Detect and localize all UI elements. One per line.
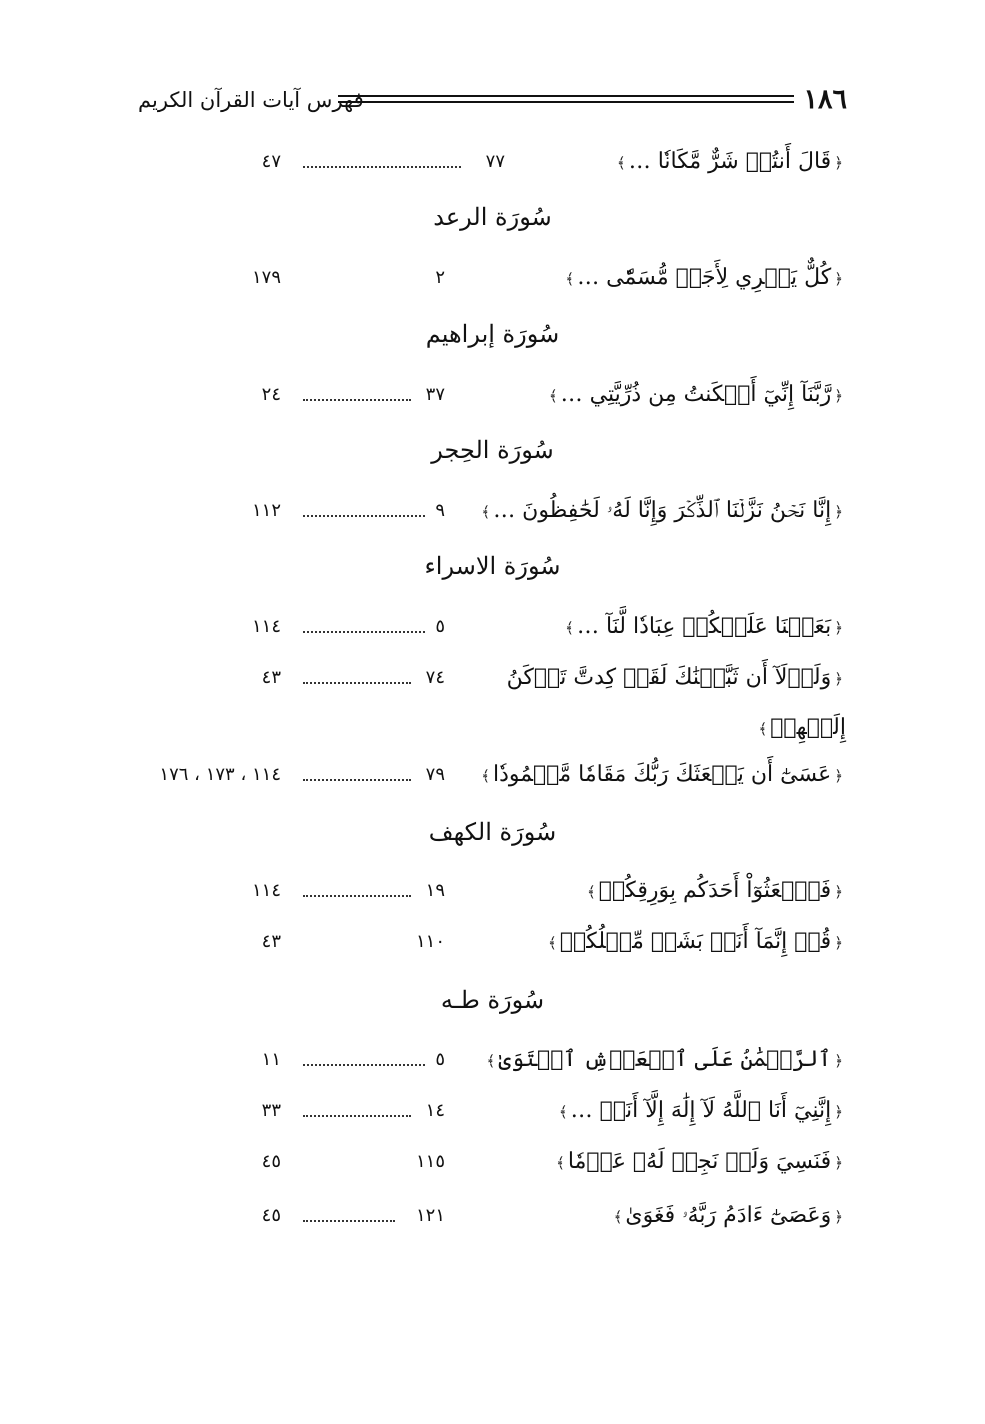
ayah-number: ١٩ xyxy=(425,880,445,901)
header-rule-top xyxy=(338,95,794,97)
ornament-bracket: ﴾ xyxy=(481,503,491,521)
page-refs: ١١٤ xyxy=(251,616,281,637)
page-number: ١٨٦ xyxy=(803,84,847,115)
verse-text: ﴿فَنَسِيَ وَلَمۡ نَجِدۡ لَهُۥ عَزۡمٗا﴾ xyxy=(553,1140,846,1185)
ornament-bracket: ﴾ xyxy=(481,767,490,785)
verse-text: ﴿فَٱبۡعَثُوٓاْ أَحَدَكُم بِوَرِقِكُمۡ﴾ xyxy=(584,869,846,914)
ayah-number: ٧٧ xyxy=(485,151,505,172)
verse-row xyxy=(0,256,985,300)
surah-heading: سُورَة الحِجر xyxy=(431,436,554,464)
header-rule-bottom xyxy=(338,101,794,103)
verse-row xyxy=(0,1038,985,1082)
ornament-bracket: ﴿ xyxy=(834,270,843,288)
ornament-bracket: ﴾ xyxy=(758,720,768,738)
verse-row xyxy=(0,869,985,913)
verse-text: ﴿كُلٌّ يَجۡرِي لِأَجَلٖ مُّسَمّٗى …﴾ xyxy=(562,256,846,301)
page-refs: ٤٥ xyxy=(261,1151,281,1172)
page-refs: ١٧٩ xyxy=(251,267,281,288)
verse-continuation: إِلَيۡهِمۡ﴾ xyxy=(755,706,846,751)
verse-row xyxy=(0,753,985,797)
surah-heading: سُورَة الرعد xyxy=(433,203,552,231)
ornament-bracket: ﴿ xyxy=(834,1208,843,1226)
ornament-bracket: ﴿ xyxy=(834,1052,843,1070)
ornament-bracket: ﴿ xyxy=(834,934,843,952)
verse-text: ﴿بَعَثۡنَا عَلَيۡكُمۡ عِبَادٗا لَّنَآ …﴾ xyxy=(562,605,846,650)
leader-dots xyxy=(303,1115,411,1117)
ornament-bracket: ﴾ xyxy=(613,1208,623,1226)
verse-text: ﴿ٱلرَّحۡمَٰنُ عَلَى ٱلۡعَرۡشِ ٱسۡتَوَىٰ﴾ xyxy=(484,1038,846,1083)
surah-heading: سُورَة الكهف xyxy=(428,818,557,846)
verse-text: ﴿عَسَىٰٓ أَن يَبۡعَثَكَ رَبُّكَ مَقَامٗا مَّحۡمُودٗا﴾ xyxy=(478,753,846,798)
page-refs: ٤٥ xyxy=(261,1205,281,1226)
verse-text: ﴿إِنَّنِيٓ أَنَا ٱللَّهُ لَآ إِلَٰهَ إِلَّآ أَنَا۠ …﴾ xyxy=(556,1089,846,1134)
ayah-number: ٣٧ xyxy=(425,384,445,405)
ornament-bracket: ﴿ xyxy=(834,883,843,901)
verse-text: ﴿وَلَوۡلَآ أَن ثَبَّتۡنَٰكَ لَقَدۡ كِدتَّ تَرۡكَنُ xyxy=(507,656,846,701)
ornament-bracket: ﴾ xyxy=(486,1052,496,1070)
page-refs: ١١٤ xyxy=(251,880,281,901)
leader-dots xyxy=(303,779,411,781)
verse-row xyxy=(0,1140,985,1184)
verse-row xyxy=(0,373,985,417)
running-title: فهرس آيات القرآن الكريم xyxy=(138,88,364,112)
ayah-number: ٥ xyxy=(435,1049,445,1070)
page-refs: ٤٣ xyxy=(261,931,281,952)
verse-text: ﴿رَّبَّنَآ إِنِّيٓ أَسۡكَنتُ مِن ذُرِّيَّتِي …﴾ xyxy=(546,373,846,418)
leader-dots xyxy=(303,515,425,517)
verse-row xyxy=(0,656,985,700)
ornament-bracket: ﴾ xyxy=(587,883,596,901)
ornament-bracket: ﴿ xyxy=(834,1154,843,1172)
leader-dots xyxy=(303,1220,395,1222)
verse-row xyxy=(0,1194,985,1238)
ornament-bracket: ﴿ xyxy=(834,619,843,637)
ayah-number: ١١٥ xyxy=(415,1151,445,1172)
ayah-number: ٢ xyxy=(435,267,445,288)
page-refs: ٣٣ xyxy=(261,1100,281,1121)
verse-text: ﴿قُلۡ إِنَّمَآ أَنَا۠ بَشَرٞ مِّثۡلُكُمۡ﴾ xyxy=(545,920,846,965)
page-refs: ١١٢ xyxy=(251,500,281,521)
ayah-number: ٥ xyxy=(435,616,445,637)
surah-heading: سُورَة إبراهيم xyxy=(425,320,560,348)
ornament-open: ﴿ xyxy=(834,154,843,172)
ornament-bracket: ﴾ xyxy=(556,1154,565,1172)
page-refs: ١١ xyxy=(261,1049,281,1070)
ornament-bracket: ﴾ xyxy=(548,387,558,405)
leader-dots xyxy=(303,682,411,684)
verse-row xyxy=(0,140,985,184)
ayah-number: ٧٩ xyxy=(425,764,445,785)
verse-text: ﴿وَعَصَىٰٓ ءَادَمُ رَبَّهُۥ فَغَوَىٰ﴾ xyxy=(611,1194,846,1239)
verse-row xyxy=(0,1089,985,1133)
ayah-number: ٧٤ xyxy=(425,667,445,688)
ornament-bracket: ﴿ xyxy=(834,387,843,405)
surah-heading: سُورَة الاسراء xyxy=(424,552,561,580)
page-refs: ١١٤ ، ١٧٣ ، ١٧٦ xyxy=(159,764,281,785)
leader-dots xyxy=(303,166,461,168)
verse-text: ﴿قَالَ أَنتُمۡ شَرٌّ مَّكَانٗا …﴾ xyxy=(614,140,846,185)
leader-dots xyxy=(303,631,425,633)
ayah-number: ٩ xyxy=(435,500,445,521)
leader-dots xyxy=(303,399,411,401)
ayah-number: ١١٠ xyxy=(415,931,445,952)
verse-row xyxy=(0,489,985,533)
leader-dots xyxy=(303,895,411,897)
ornament-bracket: ﴾ xyxy=(565,619,574,637)
ornament-bracket: ﴾ xyxy=(558,1103,568,1121)
ornament-bracket: ﴿ xyxy=(834,670,843,688)
verse-text: ﴿إِنَّا نَحۡنُ نَزَّلۡنَا ٱلذِّكۡرَ وَإِنَّا لَهُۥ لَحَٰفِظُونَ …﴾ xyxy=(478,489,846,534)
ornament-bracket: ﴿ xyxy=(834,503,843,521)
ornament-bracket: ﴾ xyxy=(548,934,557,952)
page-refs: ٤٣ xyxy=(261,667,281,688)
ayah-number: ١٢١ xyxy=(415,1205,445,1226)
page-refs: ٢٤ xyxy=(261,384,281,405)
ornament-bracket: ﴿ xyxy=(834,1103,843,1121)
surah-heading: سُورَة طـه xyxy=(440,986,545,1014)
verse-row xyxy=(0,605,985,649)
verse-row xyxy=(0,920,985,964)
ayah-number: ١٤ xyxy=(425,1100,445,1121)
ornament-bracket: ﴿ xyxy=(834,767,843,785)
page-refs: ٤٧ xyxy=(261,151,281,172)
ornament-bracket: ﴾ xyxy=(565,270,575,288)
leader-dots xyxy=(303,1064,425,1066)
ornament-close: ﴾ xyxy=(616,154,626,172)
